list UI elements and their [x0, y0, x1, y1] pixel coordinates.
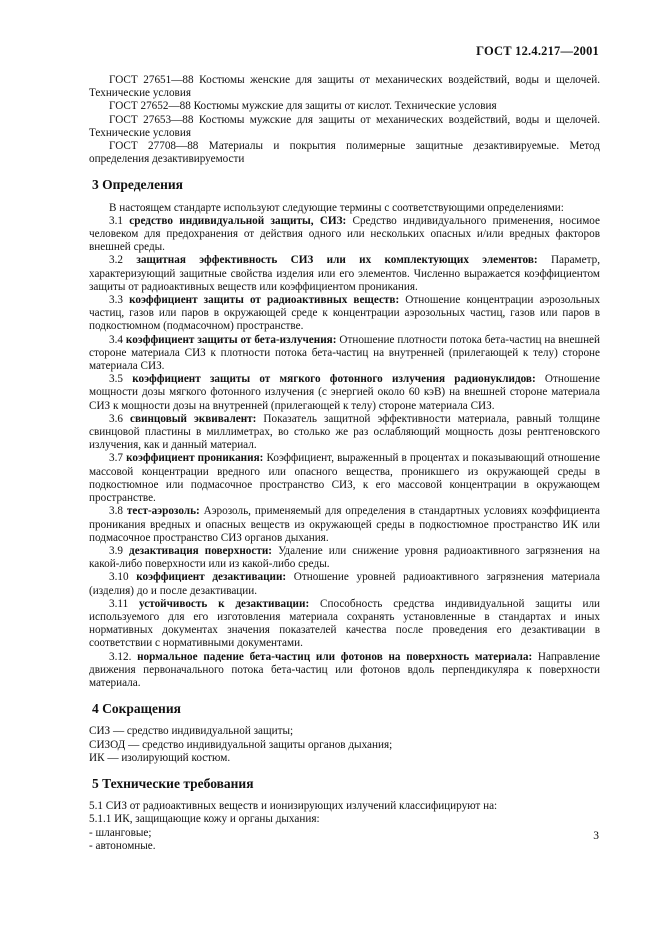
definition-number: 3.5: [109, 373, 123, 386]
definitions-list: [89, 215, 600, 690]
definition-number: 3.3: [109, 294, 123, 307]
list-item: - автономные.: [89, 839, 156, 852]
definition-number: 3.2: [109, 254, 123, 267]
definition-text: Отношение мощности дозы мягкого фотонного излучения (с энергией около 60 кэВ) на внешней стороне материала СИЗ к мощности дозы на внутренней (прилегающей к телу) стороне материала СИЗ.: [89, 373, 600, 412]
definition-number: 3.1: [109, 214, 123, 227]
definition-term: коэффициент дезактивации:: [136, 571, 287, 584]
page-number: 3: [593, 830, 599, 842]
section-3-heading: 3 Определения: [92, 177, 183, 193]
abbreviation-item: СИЗОД — средство индивидуальной защиты органов дыхания;: [89, 738, 393, 751]
definition-item: [89, 571, 600, 597]
definition-item: [89, 505, 600, 545]
definition-number: 3.11: [109, 597, 129, 610]
section-5-clause-5-1-1: 5.1.1 ИК, защищающие кожу и органы дыхания:: [89, 813, 320, 826]
reference-item: ГОСТ 27651—88 Костюмы женские для защиты от механических воздействий, воды и щелочей. Технические условия: [89, 74, 600, 100]
definition-number: 3.12.: [109, 650, 132, 663]
definition-term: коэффициент проникания:: [126, 452, 264, 465]
definition-text: Отношение уровней радиоактивного загрязнения материала (изделия) до и после дезактивации.: [89, 571, 601, 597]
definition-term: средство индивидуальной защиты, СИЗ:: [129, 214, 347, 227]
definition-text: Способность средства индивидуальной защиты или используемого для его изготовления материала сохранять установленные в стандартах и иных нормативных документах значения показателей качества после проведения его дезактивации в соответствии с нормативными документами.: [89, 597, 601, 650]
definition-term: защитная эффективность СИЗ или их комплектующих элементов:: [136, 254, 538, 267]
definition-text: Параметр, характеризующий защитные свойства изделия или его элементов. Численно выражается коэффициентом защиты от радиоактивных веществ или коэффициентом проникания.: [89, 254, 601, 293]
definition-item: [89, 651, 600, 691]
definition-term: нормальное падение бета-частиц или фотонов на поверхность материала:: [137, 650, 533, 663]
reference-item: ГОСТ 27652—88 Костюмы мужские для защиты от кислот. Технические условия: [109, 100, 497, 113]
definition-text: Удаление или снижение уровня радиоактивного загрязнения на какой-либо поверхности или из какой-либо среды.: [89, 544, 600, 571]
section-5-clause-5-1: 5.1 СИЗ от радиоактивных веществ и ионизирующих излучений классифицируют на:: [89, 800, 498, 813]
definition-number: 3.4: [109, 333, 123, 346]
abbreviations-list: [89, 725, 600, 765]
page-content: [89, 74, 600, 853]
definition-term: дезактивация поверхности:: [129, 544, 273, 557]
definition-text: Показатель защитной эффективности материала, равный толщине свинцовой пластины в миллиметрах, во столько же раз ослабляющий мощность дозы рентгеновского излучения, как и данный материал.: [89, 412, 601, 452]
doc-code-header: ГОСТ 12.4.217—2001: [476, 44, 599, 58]
definition-item: [89, 413, 600, 453]
definition-term: свинцовый эквивалент:: [130, 412, 257, 425]
definition-item: [89, 334, 600, 374]
definition-term: тест-аэрозоль:: [126, 505, 200, 518]
section-3-intro: В настоящем стандарте используют следующие термины с соответствующими определениями:: [109, 201, 564, 214]
definition-item: [89, 452, 600, 505]
definition-text: Средство индивидуального применения, носимое человеком для предохранения от действия одного или нескольких опасных и/или вредных факторов внешней среды.: [89, 214, 600, 254]
abbreviation-item: ИК — изолирующий костюм.: [89, 751, 231, 764]
definition-item: [89, 294, 600, 334]
definition-text: Отношение концентрации аэрозольных частиц, газов или паров в окружающей среде к концентрации аэрозольных частиц, газов или паров в подкостюмном (подмасочном) пространстве.: [89, 294, 601, 333]
definition-item: [89, 215, 600, 255]
definition-item: [89, 545, 600, 571]
definition-item: [89, 373, 600, 413]
definition-number: 3.8: [109, 505, 123, 518]
definition-text: Коэффициент, выраженный в процентах и показывающий отношение массовой концентрации вредного или опасного вещества, проникшего из окружающей среды в подкостюмное или подмасочное пространство СИЗ, к его массовой концентрации в окружающем пространстве.: [89, 452, 601, 505]
abbreviation-item: СИЗ — средство индивидуальной защиты;: [89, 725, 294, 738]
section-4-heading: 4 Сокращения: [92, 701, 181, 717]
reference-item: ГОСТ 27708—88 Материалы и покрытия полимерные защитные дезактивируемые. Метод определения дезактивируемости: [89, 140, 600, 166]
definition-item: [89, 254, 600, 294]
definition-term: устойчивость к дезактивации:: [139, 597, 310, 610]
reference-item: ГОСТ 27653—88 Костюмы мужские для защиты от механических воздействий, воды и щелочей. Технические условия: [89, 113, 600, 139]
definition-number: 3.7: [109, 452, 123, 465]
definition-number: 3.10: [109, 571, 129, 584]
definition-text: Отношение плотности потока бета-частиц на внешней стороне материала СИЗ к плотности потока бета-частиц на внутренней (прилегающей к телу) стороне материала СИЗ.: [89, 333, 601, 373]
definition-term: коэффициент защиты от радиоактивных веществ:: [129, 294, 400, 307]
definition-number: 3.6: [109, 412, 123, 425]
definition-item: [89, 598, 600, 651]
definition-number: 3.9: [109, 544, 123, 557]
section-5-heading: 5 Технические требования: [92, 775, 254, 791]
definition-text: Аэрозоль, применяемый для определения в стандартных условиях коэффициента проникания вредных и опасных веществ из окружающей среды в подкостюмное пространство ИК или подмасочное пространство СИЗ органов дыхания.: [89, 505, 601, 544]
list-item: - шланговые;: [89, 826, 152, 839]
definition-term: коэффициент защиты от мягкого фотонного излучения радионуклидов:: [132, 373, 536, 386]
references-list: [89, 74, 600, 166]
definition-text: Направление движения первоначального потока бета-частиц или фотонов вдоль перпендикуляра к поверхности материала.: [89, 650, 600, 689]
definition-term: коэффициент защиты от бета-излучения:: [125, 333, 337, 346]
